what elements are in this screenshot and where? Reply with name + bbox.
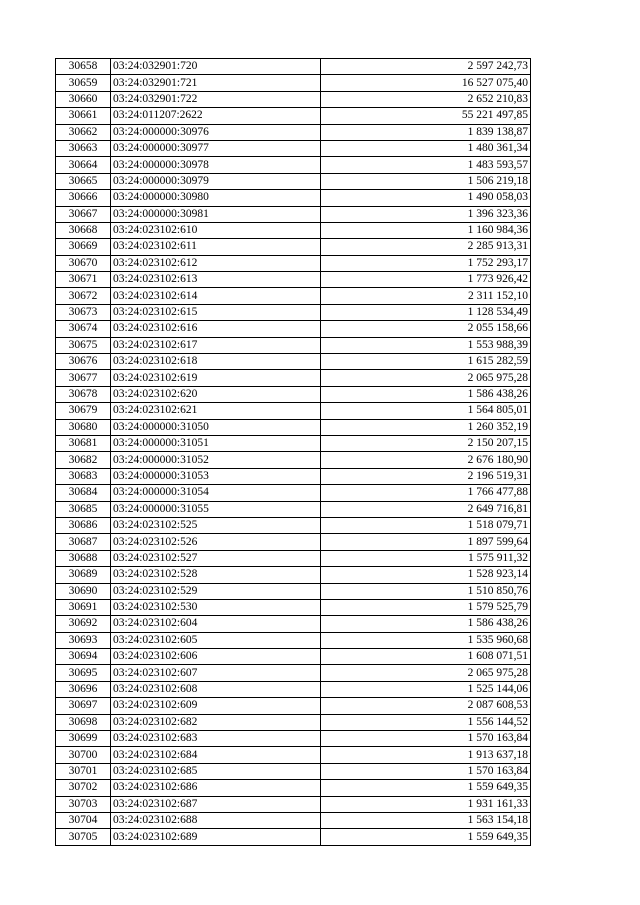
cadastral-value-cell: 1 535 960,68: [321, 632, 531, 648]
cadastral-number-cell: 03:24:000000:31050: [111, 419, 321, 435]
row-number-cell: 30690: [56, 583, 111, 599]
table-row: [56, 550, 531, 566]
cadastral-value-cell: 2 311 152,10: [321, 288, 531, 304]
row-number-cell: 30701: [56, 763, 111, 779]
table-row: [56, 485, 531, 501]
cadastral-number-cell: 03:24:000000:30977: [111, 140, 321, 156]
row-number-cell: 30698: [56, 714, 111, 730]
cadastral-value-cell: 55 221 497,85: [321, 108, 531, 124]
cadastral-number-cell: 03:24:023102:682: [111, 714, 321, 730]
cadastral-number-cell: 03:24:023102:605: [111, 632, 321, 648]
cadastral-value-cell: 1 913 637,18: [321, 747, 531, 763]
row-number-cell: 30686: [56, 517, 111, 533]
row-number-cell: 30659: [56, 75, 111, 91]
cadastral-number-cell: 03:24:000000:30981: [111, 206, 321, 222]
cadastral-number-cell: 03:24:023102:609: [111, 698, 321, 714]
row-number-cell: 30697: [56, 698, 111, 714]
cadastral-value-cell: 1 480 361,34: [321, 140, 531, 156]
table-row: [56, 649, 531, 665]
cadastral-number-cell: 03:24:011207:2622: [111, 108, 321, 124]
row-number-cell: 30660: [56, 91, 111, 107]
row-number-cell: 30696: [56, 681, 111, 697]
table-row: [56, 157, 531, 173]
cadastral-value-cell: 1 510 850,76: [321, 583, 531, 599]
row-number-cell: 30684: [56, 485, 111, 501]
cadastral-number-cell: 03:24:023102:685: [111, 763, 321, 779]
cadastral-value-cell: 1 518 079,71: [321, 517, 531, 533]
cadastral-value-cell: 2 652 210,83: [321, 91, 531, 107]
cadastral-number-cell: 03:24:023102:526: [111, 534, 321, 550]
cadastral-number-cell: 03:24:000000:31054: [111, 485, 321, 501]
cadastral-number-cell: 03:24:023102:528: [111, 567, 321, 583]
row-number-cell: 30700: [56, 747, 111, 763]
cadastral-number-cell: 03:24:023102:618: [111, 354, 321, 370]
cadastral-number-cell: 03:24:023102:621: [111, 403, 321, 419]
cadastral-value-cell: 1 160 984,36: [321, 222, 531, 238]
cadastral-value-cell: 1 570 163,84: [321, 763, 531, 779]
table-row: [56, 452, 531, 468]
cadastral-number-cell: 03:24:000000:31053: [111, 468, 321, 484]
cadastral-number-cell: 03:24:023102:613: [111, 272, 321, 288]
cadastral-number-cell: 03:24:023102:688: [111, 812, 321, 828]
table-row: [56, 59, 531, 75]
row-number-cell: 30688: [56, 550, 111, 566]
table-row: [56, 435, 531, 451]
row-number-cell: 30667: [56, 206, 111, 222]
cadastral-value-cell: 1 773 926,42: [321, 272, 531, 288]
row-number-cell: 30692: [56, 616, 111, 632]
row-number-cell: 30687: [56, 534, 111, 550]
cadastral-number-cell: 03:24:023102:687: [111, 796, 321, 812]
cadastral-number-cell: 03:24:023102:612: [111, 255, 321, 271]
cadastral-number-cell: 03:24:023102:530: [111, 599, 321, 615]
row-number-cell: 30673: [56, 304, 111, 320]
cadastral-value-cell: 1 586 438,26: [321, 386, 531, 402]
cadastral-number-cell: 03:24:023102:620: [111, 386, 321, 402]
row-number-cell: 30704: [56, 812, 111, 828]
cadastral-number-cell: 03:24:023102:686: [111, 780, 321, 796]
row-number-cell: 30702: [56, 780, 111, 796]
cadastral-value-cell: 2 065 975,28: [321, 370, 531, 386]
cadastral-value-cell: 1 483 593,57: [321, 157, 531, 173]
table-row: [56, 747, 531, 763]
cadastral-number-cell: 03:24:023102:617: [111, 337, 321, 353]
cadastral-number-cell: 03:24:032901:722: [111, 91, 321, 107]
table-row: [56, 370, 531, 386]
row-number-cell: 30693: [56, 632, 111, 648]
table-row: [56, 354, 531, 370]
cadastral-value-cell: 1 528 923,14: [321, 567, 531, 583]
table-row: [56, 75, 531, 91]
row-number-cell: 30691: [56, 599, 111, 615]
row-number-cell: 30699: [56, 731, 111, 747]
cadastral-value-cell: 2 597 242,73: [321, 59, 531, 75]
table-row: [56, 140, 531, 156]
cadastral-value-cell: 1 897 599,64: [321, 534, 531, 550]
cadastral-number-cell: 03:24:000000:31055: [111, 501, 321, 517]
table-row: [56, 501, 531, 517]
table-body: [56, 59, 531, 846]
cadastral-number-cell: 03:24:023102:616: [111, 321, 321, 337]
table-row: [56, 190, 531, 206]
cadastral-value-cell: 1 556 144,52: [321, 714, 531, 730]
cadastral-number-cell: 03:24:023102:529: [111, 583, 321, 599]
table-row: [56, 124, 531, 140]
table-row: [56, 386, 531, 402]
cadastral-value-cell: 1 564 805,01: [321, 403, 531, 419]
cadastral-number-cell: 03:24:000000:31052: [111, 452, 321, 468]
cadastral-number-cell: 03:24:023102:525: [111, 517, 321, 533]
row-number-cell: 30671: [56, 272, 111, 288]
row-number-cell: 30674: [56, 321, 111, 337]
cadastral-value-cell: 1 752 293,17: [321, 255, 531, 271]
row-number-cell: 30663: [56, 140, 111, 156]
cadastral-value-cell: 1 586 438,26: [321, 616, 531, 632]
table-row: [56, 272, 531, 288]
cadastral-value-table: [55, 58, 531, 846]
table-row: [56, 698, 531, 714]
cadastral-number-cell: 03:24:023102:684: [111, 747, 321, 763]
table-row: [56, 239, 531, 255]
cadastral-number-cell: 03:24:023102:614: [111, 288, 321, 304]
table-row: [56, 763, 531, 779]
cadastral-value-cell: 1 931 161,33: [321, 796, 531, 812]
table-row: [56, 222, 531, 238]
cadastral-value-cell: 2 055 158,66: [321, 321, 531, 337]
cadastral-number-cell: 03:24:032901:721: [111, 75, 321, 91]
cadastral-value-cell: 2 150 207,15: [321, 435, 531, 451]
row-number-cell: 30661: [56, 108, 111, 124]
cadastral-value-cell: 1 570 163,84: [321, 731, 531, 747]
cadastral-value-cell: 1 490 058,03: [321, 190, 531, 206]
cadastral-value-cell: 1 766 477,88: [321, 485, 531, 501]
table-row: [56, 780, 531, 796]
cadastral-number-cell: 03:24:023102:615: [111, 304, 321, 320]
row-number-cell: 30681: [56, 435, 111, 451]
table-row: [56, 534, 531, 550]
table-row: [56, 337, 531, 353]
row-number-cell: 30678: [56, 386, 111, 402]
table-row: [56, 517, 531, 533]
row-number-cell: 30675: [56, 337, 111, 353]
cadastral-value-cell: 1 608 071,51: [321, 649, 531, 665]
table-row: [56, 567, 531, 583]
table-row: [56, 796, 531, 812]
row-number-cell: 30695: [56, 665, 111, 681]
row-number-cell: 30662: [56, 124, 111, 140]
table-row: [56, 108, 531, 124]
cadastral-number-cell: 03:24:000000:30979: [111, 173, 321, 189]
row-number-cell: 30679: [56, 403, 111, 419]
table-row: [56, 255, 531, 271]
cadastral-value-cell: 1 260 352,19: [321, 419, 531, 435]
cadastral-value-cell: 1 553 988,39: [321, 337, 531, 353]
row-number-cell: 30670: [56, 255, 111, 271]
cadastral-number-cell: 03:24:032901:720: [111, 59, 321, 75]
table-row: [56, 665, 531, 681]
cadastral-value-cell: 1 579 525,79: [321, 599, 531, 615]
cadastral-value-cell: 1 396 323,36: [321, 206, 531, 222]
table-row: [56, 616, 531, 632]
table-row: [56, 681, 531, 697]
cadastral-value-cell: 2 676 180,90: [321, 452, 531, 468]
row-number-cell: 30680: [56, 419, 111, 435]
cadastral-number-cell: 03:24:000000:31051: [111, 435, 321, 451]
cadastral-value-cell: 1 525 144,06: [321, 681, 531, 697]
cadastral-value-cell: 2 649 716,81: [321, 501, 531, 517]
cadastral-value-cell: 1 559 649,35: [321, 829, 531, 845]
row-number-cell: 30705: [56, 829, 111, 845]
cadastral-number-cell: 03:24:023102:607: [111, 665, 321, 681]
cadastral-value-cell: 1 575 911,32: [321, 550, 531, 566]
table-row: [56, 288, 531, 304]
cadastral-number-cell: 03:24:023102:527: [111, 550, 321, 566]
row-number-cell: 30694: [56, 649, 111, 665]
cadastral-number-cell: 03:24:000000:30978: [111, 157, 321, 173]
table-row: [56, 304, 531, 320]
cadastral-value-cell: 2 196 519,31: [321, 468, 531, 484]
row-number-cell: 30666: [56, 190, 111, 206]
row-number-cell: 30689: [56, 567, 111, 583]
table-row: [56, 321, 531, 337]
cadastral-value-cell: 1 559 649,35: [321, 780, 531, 796]
row-number-cell: 30672: [56, 288, 111, 304]
row-number-cell: 30668: [56, 222, 111, 238]
row-number-cell: 30703: [56, 796, 111, 812]
cadastral-number-cell: 03:24:023102:689: [111, 829, 321, 845]
table-row: [56, 403, 531, 419]
table-row: [56, 419, 531, 435]
row-number-cell: 30683: [56, 468, 111, 484]
row-number-cell: 30676: [56, 354, 111, 370]
row-number-cell: 30664: [56, 157, 111, 173]
cadastral-value-cell: 1 615 282,59: [321, 354, 531, 370]
cadastral-number-cell: 03:24:023102:683: [111, 731, 321, 747]
cadastral-value-cell: 1 563 154,18: [321, 812, 531, 828]
table-row: [56, 812, 531, 828]
table-row: [56, 468, 531, 484]
table-row: [56, 206, 531, 222]
table-row: [56, 731, 531, 747]
cadastral-value-cell: 2 065 975,28: [321, 665, 531, 681]
table-row: [56, 583, 531, 599]
table-row: [56, 632, 531, 648]
cadastral-number-cell: 03:24:023102:606: [111, 649, 321, 665]
row-number-cell: 30665: [56, 173, 111, 189]
table-row: [56, 829, 531, 845]
table-row: [56, 91, 531, 107]
table-row: [56, 599, 531, 615]
cadastral-number-cell: 03:24:023102:608: [111, 681, 321, 697]
cadastral-value-cell: 1 839 138,87: [321, 124, 531, 140]
cadastral-number-cell: 03:24:023102:611: [111, 239, 321, 255]
table-row: [56, 173, 531, 189]
cadastral-number-cell: 03:24:023102:604: [111, 616, 321, 632]
cadastral-number-cell: 03:24:000000:30976: [111, 124, 321, 140]
row-number-cell: 30677: [56, 370, 111, 386]
cadastral-value-cell: 16 527 075,40: [321, 75, 531, 91]
cadastral-value-cell: 1 506 219,18: [321, 173, 531, 189]
row-number-cell: 30669: [56, 239, 111, 255]
row-number-cell: 30658: [56, 59, 111, 75]
row-number-cell: 30685: [56, 501, 111, 517]
cadastral-number-cell: 03:24:023102:610: [111, 222, 321, 238]
cadastral-value-cell: 2 087 608,53: [321, 698, 531, 714]
table-row: [56, 714, 531, 730]
cadastral-value-cell: 2 285 913,31: [321, 239, 531, 255]
row-number-cell: 30682: [56, 452, 111, 468]
cadastral-value-cell: 1 128 534,49: [321, 304, 531, 320]
cadastral-number-cell: 03:24:023102:619: [111, 370, 321, 386]
cadastral-number-cell: 03:24:000000:30980: [111, 190, 321, 206]
